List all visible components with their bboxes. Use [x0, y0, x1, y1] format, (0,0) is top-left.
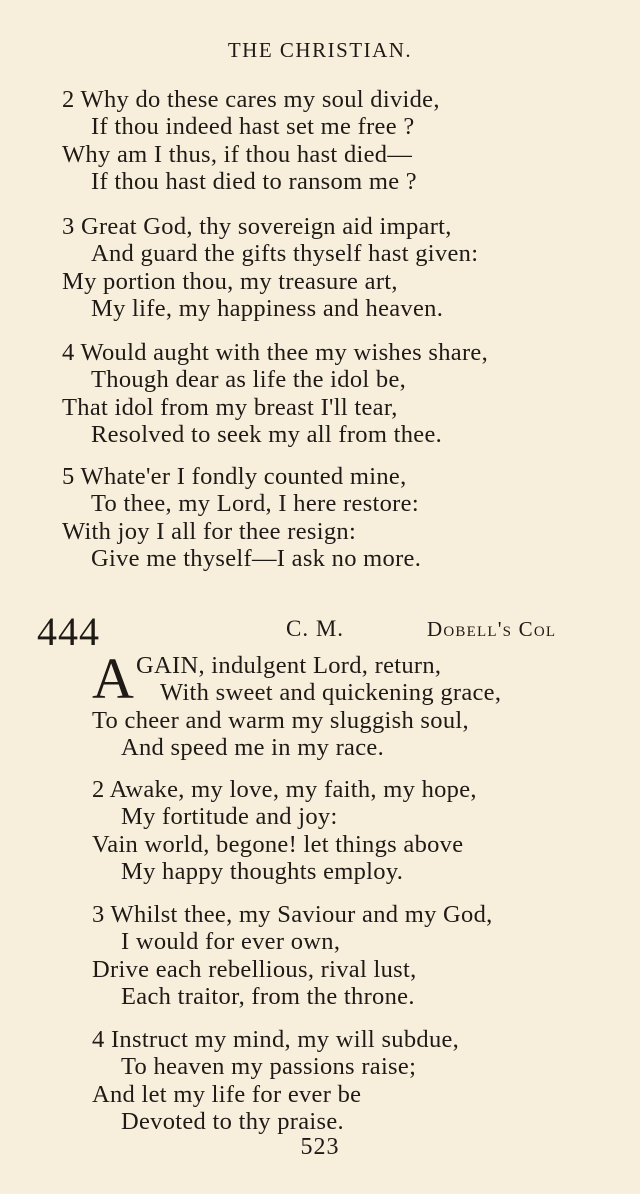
verse-444-3 — [0, 901, 640, 1010]
verse-line: Though dear as life the idol be, — [91, 366, 407, 394]
verse-prev-2 — [0, 86, 640, 195]
verse-line: Vain world, begone! let things above — [92, 830, 464, 858]
drop-cap: A — [92, 646, 134, 711]
verse-line: My fortitude and joy: — [121, 803, 338, 831]
verse-line: And speed me in my race. — [121, 733, 385, 761]
verse-line: That idol from my breast I'll tear, — [62, 393, 398, 421]
verse-line: My life, my happiness and heaven. — [91, 294, 444, 322]
verse-line: And let my life for ever be — [92, 1080, 362, 1108]
verse-line: Give me thyself—I ask no more. — [91, 544, 422, 572]
hymn-number: 444 — [37, 609, 100, 654]
verse-prev-5 — [0, 463, 640, 572]
verse-444-4 — [0, 1026, 640, 1135]
verse-line: My happy thoughts employ. — [121, 857, 404, 885]
verse-line: 2 Awake, my love, my faith, my hope, — [92, 776, 477, 803]
verse-line: With joy I all for thee resign: — [62, 517, 357, 545]
hymn-meter: C. M. — [286, 616, 345, 641]
page-number: 523 — [300, 1134, 340, 1160]
verse-444-1 — [0, 646, 640, 761]
verse-line: If thou hast died to ransom me ? — [91, 167, 417, 195]
verse-line: To cheer and warm my sluggish soul, — [92, 706, 469, 734]
verse-line: To thee, my Lord, I here restore: — [91, 490, 419, 518]
verse-line: With sweet and quickening grace, — [160, 679, 502, 707]
verse-prev-4 — [0, 339, 640, 448]
running-header: THE CHRISTIAN. — [227, 38, 413, 62]
verse-line: And guard the gifts thyself hast given: — [91, 240, 479, 268]
hymn-heading — [0, 608, 640, 654]
verse-line: If thou indeed hast set me free ? — [91, 113, 415, 141]
verse-line: 2 Why do these cares my soul divide, — [62, 86, 440, 113]
verse-line: Resolved to seek my all from thee. — [91, 420, 443, 448]
hymn-tune: Dobell's Col — [427, 617, 557, 641]
verse-line: 5 Whate'er I fondly counted mine, — [62, 463, 407, 490]
verse-line: I would for ever own, — [121, 928, 341, 956]
verse-444-2 — [0, 776, 640, 885]
verse-line: Why am I thus, if thou hast died— — [62, 140, 413, 168]
verse-line: Devoted to thy praise. — [121, 1107, 344, 1135]
verse-line: 4 Would aught with thee my wishes share, — [62, 339, 489, 366]
verse-line: 3 Whilst thee, my Saviour and my God, — [92, 901, 493, 928]
verse-prev-3 — [0, 213, 640, 322]
verse-line: My portion thou, my treasure art, — [62, 267, 398, 295]
verse-line: To heaven my passions raise; — [121, 1053, 417, 1081]
verse-line: 3 Great God, thy sovereign aid impart, — [62, 213, 452, 240]
verse-line: 4 Instruct my mind, my will subdue, — [92, 1026, 460, 1053]
verse-line: Drive each rebellious, rival lust, — [92, 955, 417, 983]
verse-line: Each traitor, from the throne. — [121, 982, 415, 1010]
verse-line: GAIN, indulgent Lord, return, — [136, 652, 442, 679]
